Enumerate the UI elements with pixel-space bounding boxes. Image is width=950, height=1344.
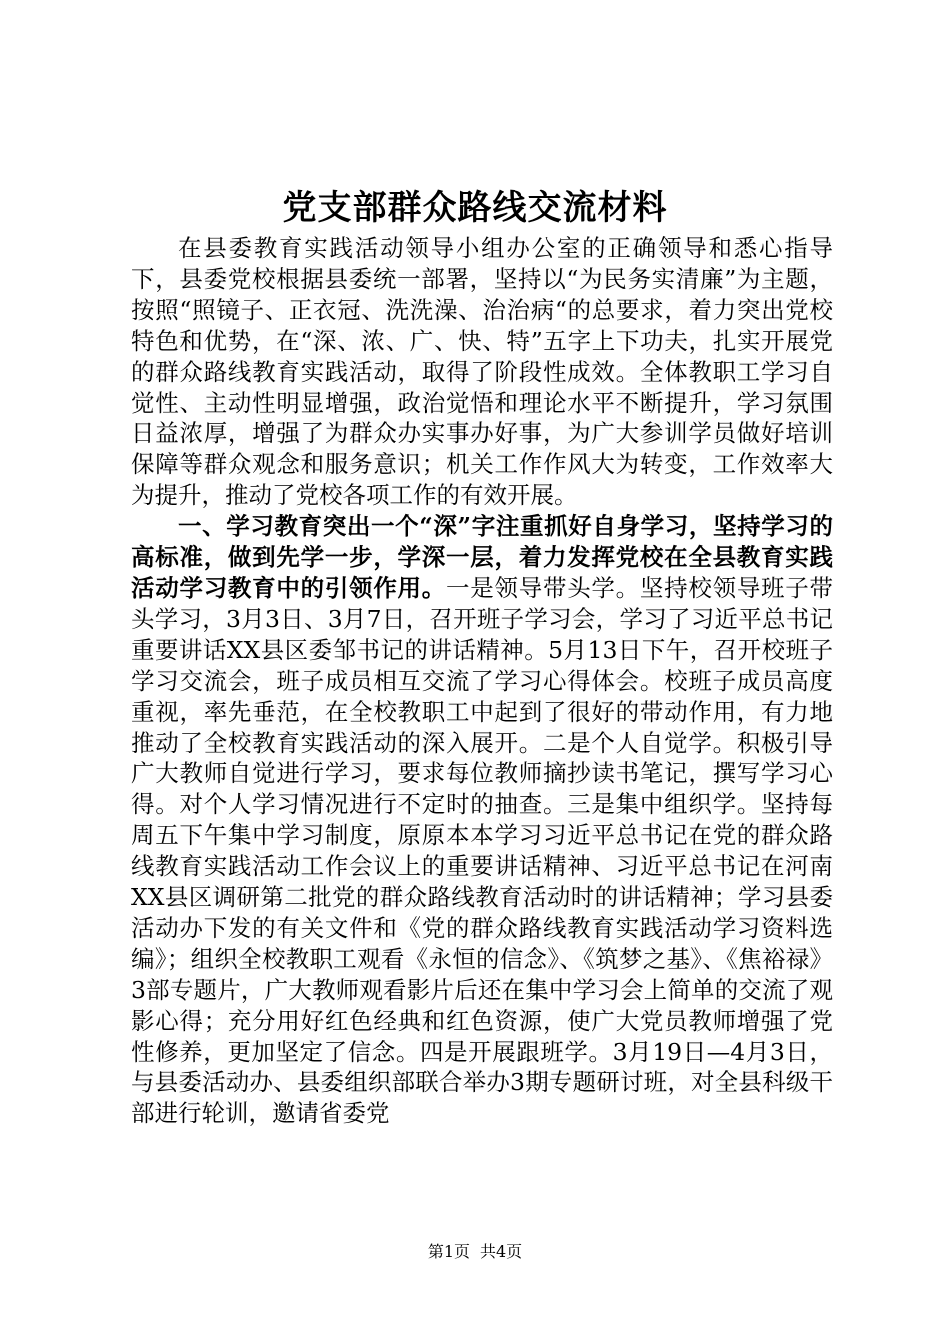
section-one-heading: 一、学习教育突出一个“深”字注重抓好自身学习，坚持学习的高标准，做到先学一步，学深一层，着力发挥党校在全县教育实践活动学习教育中的引领作用。 xyxy=(131,512,833,602)
intro-paragraph: 在县委教育实践活动领导小组办公室的正确领导和悉心指导下，县委党校根据县委统一部署，坚持以“为民务实清廉”为主题，按照“照镜子、正衣冠、洗洗澡、治治病“的总要求，着力突出党校特色和优势，在“深、浓、广、快、特”五字上下功夫，扎实开展党的群众路线教育实践活动，取得了阶段性成效。全体教职工学习自觉性、主动性明显增强，政治觉悟和理论水平不断提升，学习氛围日益浓厚，增强了为群众办实事办好事，为广大参训学员做好培训保障等群众观念和服务意识；机关工作作风大为转变，工作效率大为提升，推动了党校各项工作的有效开展。 xyxy=(131,234,833,510)
section-one-paragraph xyxy=(131,511,833,1129)
document-title: 党支部群众路线交流材料 xyxy=(282,188,668,228)
section-one-text: 一是领导带头学。坚持校领导班子带头学习，3月3日、3月7日，召开班子学习会，学习了习近平总书记重要讲话XX县区委邹书记的讲话精神。5月13日下午，召开校班子学习交流会，班子成员相互交流了学习心得体会。校班子成员高度重视，率先垂范，在全校教职工中起到了很好的带动作用，有力地推动了全校教育实践活动的深入展开。二是个人自觉学。积极引导广大教师自觉进行学习，要求每位教师摘抄读书笔记，撰写学习心得。对个人学习情况进行不定时的抽查。三是集中组织学。坚持每周五下午集中学习制度，原原本本学习习近平总书记在党的群众路线教育实践活动工作会议上的重要讲话精神、习近平总书记在河南XX县区调研第二批党的群众路线教育活动时的讲话精神；学习县委活动办下发的有关文件和《党的群众路线教育实践活动学习资料选编》；组织全校教职工观看《永恒的信念》、《筑梦之基》、《焦裕禄》3部专题片，广大教师观看影片后还在集中学习会上简单的交流了观影心得；充分用好红色经典和红色资源，使广大党员教师增强了党性修养，更加坚定了信念。四是开展跟班学。3月19日—4月3日，与县委活动办、县委组织部联合举办3期专题研讨班，对全县科级干部进行轮训，邀请省委党 xyxy=(131,573,834,1128)
page-footer xyxy=(0,1241,950,1263)
page-number: 第1页 xyxy=(427,1242,470,1261)
page-total: 共4页 xyxy=(480,1242,523,1261)
document-body xyxy=(131,233,833,1129)
